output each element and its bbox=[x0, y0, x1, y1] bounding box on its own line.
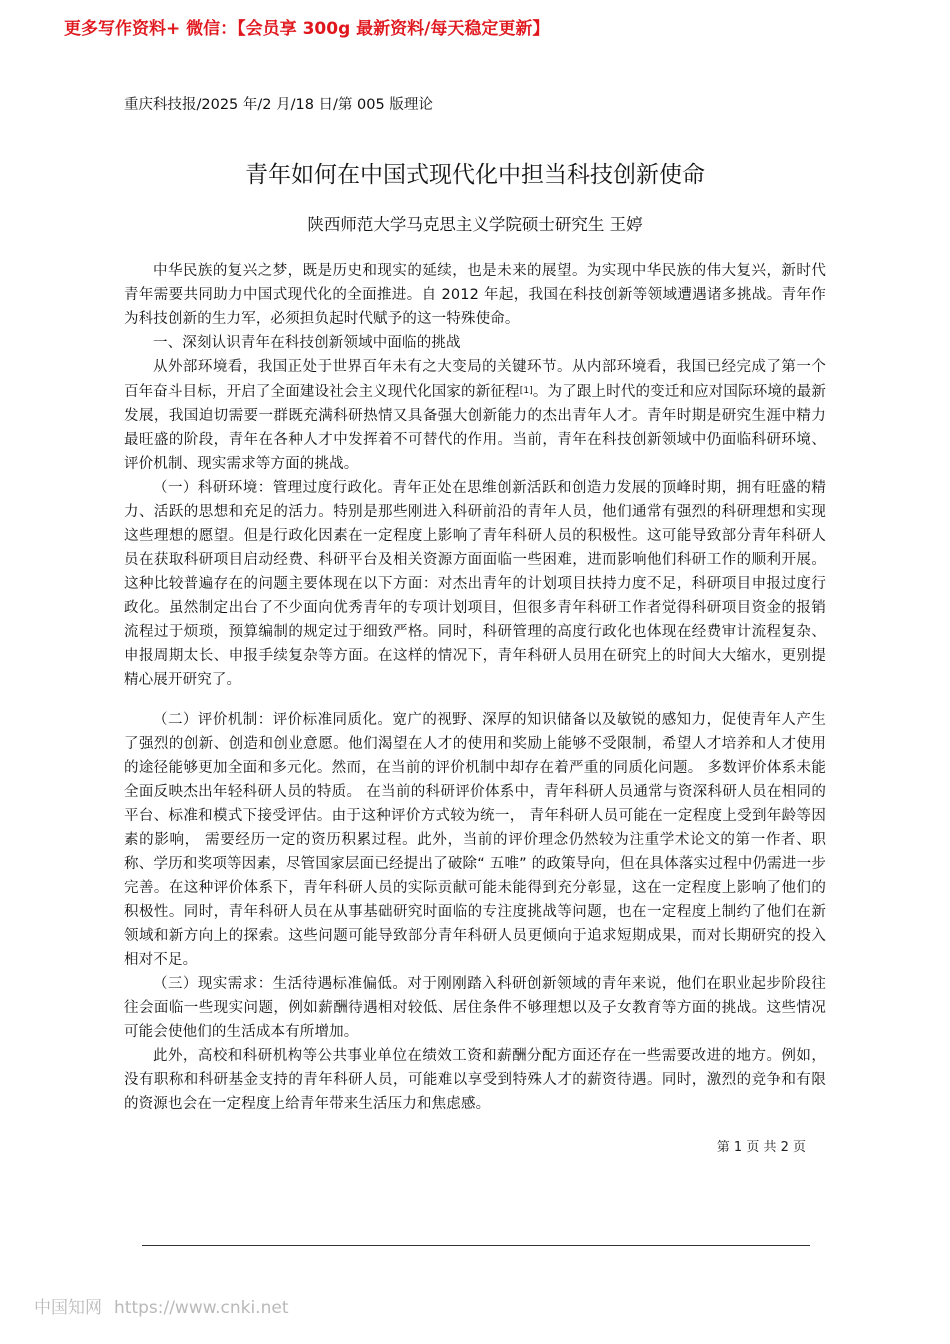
paragraph-living-standards: （三）现实需求：生活待遇标准偏低。对于刚刚踏入科研创新领域的青年来说，他们在职业起步阶段往往会面临一些现实问题，例如薪酬待遇相对较低、居住条件不够理想以及子女教育等方面的挑战。这些情况可能会使他们的生活成本有所增加。 bbox=[124, 976, 826, 1040]
footer-divider bbox=[142, 1245, 810, 1246]
article-body bbox=[124, 259, 826, 1116]
paragraph-intro: 中华民族的复兴之梦，既是历史和现实的延续，也是未来的展望。为实现中华民族的伟大复兴，新时代青年需要共同助力中国式现代化的全面推进。自 2012 年起，我国在科技创新等领域遭遇诸多挑战。青年作为科技创新的生力军，必须担负起时代赋予的这一特殊使命。 bbox=[124, 263, 826, 327]
paragraph-context-text-b: 。为了跟上时代的变迁和应对国际环境的最新发展，我国迫切需要一群既充满科研热情又具备强大创新能力的杰出青年人才。青年时期是研究生涯中精力最旺盛的阶段，青年在各种人才中发挥着不可替代的作用。当前，青年在科技创新领域中仍面临科研环境、评价机制、现实需求等方面的挑战。 bbox=[124, 384, 826, 472]
watermark bbox=[34, 1293, 288, 1318]
paragraph-evaluation-mechanism: （二）评价机制：评价标准同质化。宽广的视野、深厚的知识储备以及敏锐的感知力，促使青年人产生了强烈的创新、创造和创业意愿。他们渴望在人才的使用和奖励上能够不受限制，希望人才培养和人才使用的途径能够更加全面和多元化。然而，在当前的评价机制中却存在着严重的同质化问题。 多数评价体系未能全面反映杰出年轻科研人员的特质。 在当前的科研评价体系中，青年科研人员通常与资深科研人员在相同的平台、标准和模式下接受评估。由于这种评价方式较为统一， 青年科研人员可能在一定程度上受到年龄等因素的影响， 需要经历一定的资历积累过程。此外，当前的评价理念仍然较为注重学术论文的第一作者、职称、学历和奖项等因素，尽管国家层面已经提出了破除“ 五唯” 的政策导向，但在具体落实过程中仍需进一步完善。在这种评价体系下，青年科研人员的实际贡献可能未能得到充分彰显，这在一定程度上影响了他们的积极性。同时，青年科研人员在从事基础研究时面临的专注度挑战等问题，也在一定程度上制约了他们在新领域和新方向上的探索。这些问题可能导致部分青年科研人员更倾向于追求短期成果，而对长期研究的投入相对不足。 bbox=[124, 712, 826, 968]
section-heading-1: 一、深刻认识青年在科技创新领域中面临的挑战 bbox=[153, 335, 461, 351]
citation-marker: [1] bbox=[519, 386, 533, 396]
watermark-brand: 中国知网 bbox=[34, 1298, 102, 1318]
publication-source: 重庆科技报/2025 年/2 月/18 日/第 005 版理论 bbox=[124, 97, 433, 113]
paragraph-context bbox=[124, 355, 826, 476]
article-title: 青年如何在中国式现代化中担当科技创新使命 bbox=[245, 162, 705, 188]
paragraph-compensation: 此外，高校和科研机构等公共事业单位在绩效工资和薪酬分配方面还存在一些需要改进的地方。例如，没有职称和科研基金支持的青年科研人员，可能难以享受到特殊人才的薪资待遇。同时，激烈的竞争和有限的资源也会在一定程度上给青年带来生活压力和焦虑感。 bbox=[124, 1048, 826, 1112]
paragraph-research-environment: （一）科研环境：管理过度行政化。青年正处在思维创新活跃和创造力发展的顶峰时期，拥有旺盛的精力、活跃的思想和充足的活力。特别是那些刚进入科研前沿的青年人员，他们通常有强烈的科研理想和实现这些理想的愿望。但是行政化因素在一定程度上影响了青年科研人员的积极性。这可能导致部分青年科研人员在获取科研项目启动经费、科研平台及相关资源方面面临一些困难，进而影响他们科研工作的顺利开展。这种比较普遍存在的问题主要体现在以下方面：对杰出青年的计划项目扶持力度不足，科研项目申报过度行政化。虽然制定出台了不少面向优秀青年的专项计划项目，但很多青年科研工作者觉得科研项目资金的报销流程过于烦琐，预算编制的规定过于细致严格。同时，科研管理的高度行政化也体现在经费审计流程复杂、申报周期太长、申报手续复杂等方面。在这样的情况下，青年科研人员用在研究上的时间大大缩水，更别提精心展开研究了。 bbox=[124, 480, 826, 688]
promo-banner: 更多写作资料+ 微信：【会员享 300g 最新资料/每天稳定更新】 bbox=[64, 19, 550, 39]
page-number: 第 1 页 共 2 页 bbox=[716, 1140, 806, 1155]
paragraph-context-text-a: 从外部环境看，我国正处于世界百年未有之大变局的关键环节。从内部环境看，我国已经完成了第一个百年奋斗目标，开启了全面建设社会主义现代化国家的新征程 bbox=[124, 359, 826, 400]
article-author: 陕西师范大学马克思主义学院硕士研究生 王婷 bbox=[307, 215, 643, 234]
watermark-url: https://www.cnki.net bbox=[114, 1298, 289, 1318]
